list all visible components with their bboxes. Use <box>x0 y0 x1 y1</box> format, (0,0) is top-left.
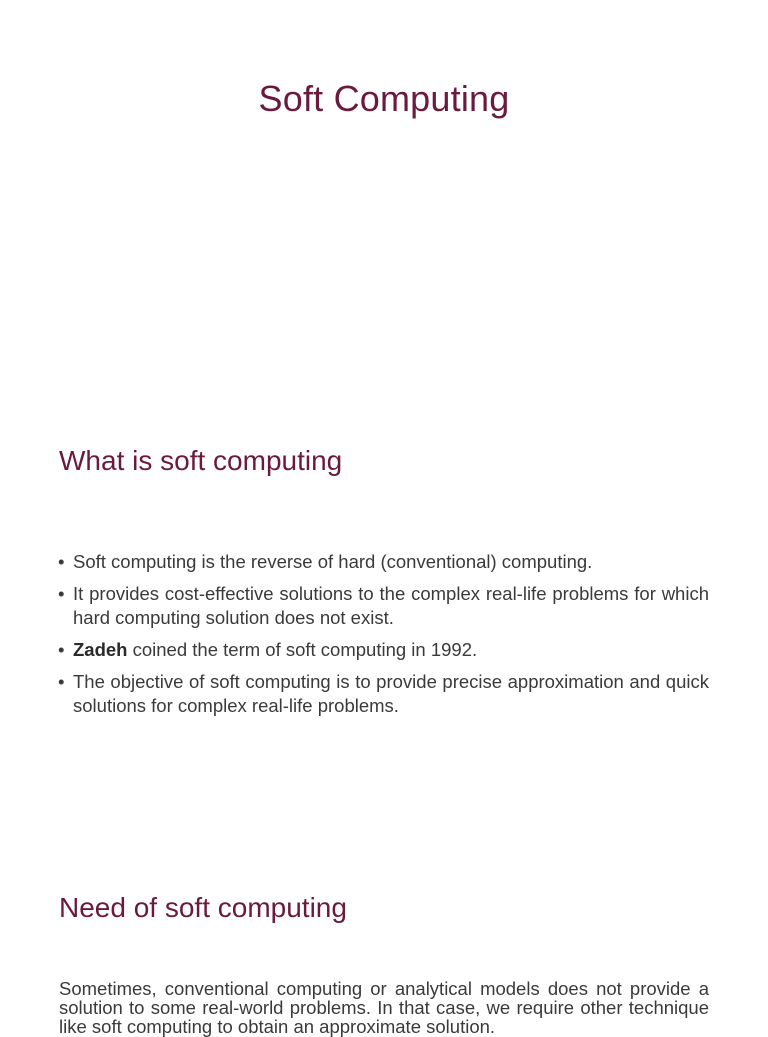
bullet-item <box>58 638 709 662</box>
bullet-text: Soft computing is the reverse of hard (conventional) computing. <box>73 551 593 572</box>
bullet-item <box>58 670 709 718</box>
bullet-bold-term: Zadeh <box>73 639 128 660</box>
bullet-icon: • <box>58 671 65 692</box>
bullet-text: It provides cost-effective solutions to the complex real-life problems for which hard computing solution does not exist. <box>73 583 709 628</box>
bullet-item <box>58 582 709 630</box>
bullet-icon: • <box>58 639 65 660</box>
bullet-text: coined the term of soft computing in 1992. <box>127 639 478 660</box>
bullet-icon: • <box>58 551 65 572</box>
section-heading-what-is: What is soft computing <box>59 445 343 476</box>
slide-title: Soft Computing <box>258 78 510 119</box>
bullet-list <box>58 550 709 726</box>
bullet-text: The objective of soft computing is to provide precise approximation and quick solutions for complex real-life problems. <box>73 671 709 716</box>
section-heading-need: Need of soft computing <box>59 892 347 923</box>
bullet-icon: • <box>58 583 65 604</box>
need-paragraph: Sometimes, conventional computing or analytical models does not provide a solution to some real-world problems. In that case, we require other technique like soft computing to obtain an approximate solution. <box>59 978 709 1037</box>
bullet-item <box>58 550 709 574</box>
